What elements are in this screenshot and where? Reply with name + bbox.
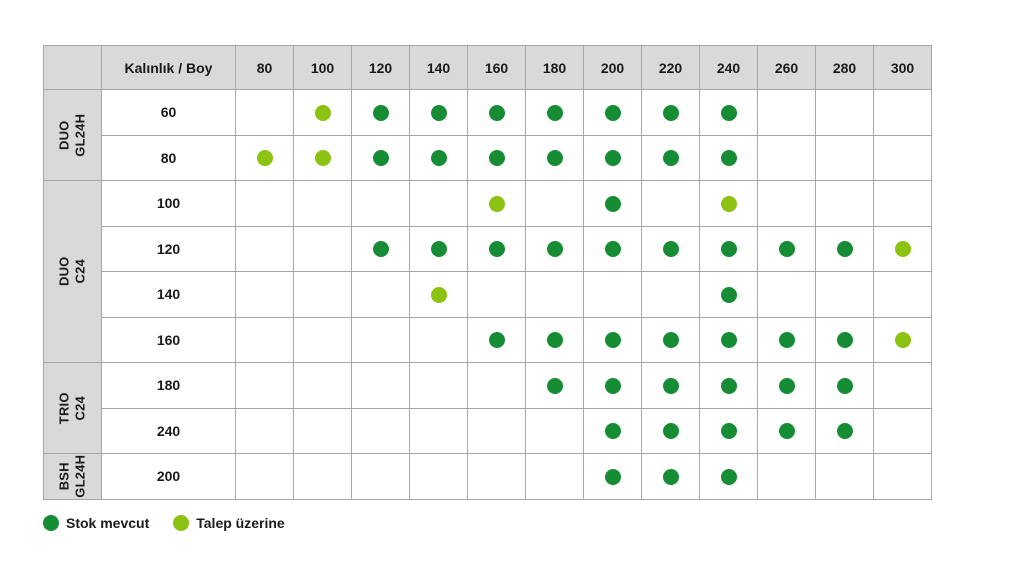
column-header-200: 200 bbox=[584, 46, 642, 90]
cell-80-180 bbox=[526, 135, 584, 181]
column-header-300: 300 bbox=[874, 46, 932, 90]
cell-140-160 bbox=[468, 272, 526, 318]
cell-100-280 bbox=[816, 181, 874, 227]
cell-140-240 bbox=[700, 272, 758, 318]
cell-240-180 bbox=[526, 408, 584, 454]
stock-dot-icon bbox=[547, 378, 563, 394]
cell-160-80 bbox=[236, 317, 294, 363]
cell-120-120 bbox=[352, 226, 410, 272]
cell-80-120 bbox=[352, 135, 410, 181]
cell-100-80 bbox=[236, 181, 294, 227]
stock-dot-icon bbox=[721, 287, 737, 303]
column-header-140: 140 bbox=[410, 46, 468, 90]
column-header-100: 100 bbox=[294, 46, 352, 90]
on-demand-dot-icon bbox=[315, 105, 331, 121]
table-row bbox=[44, 317, 932, 363]
stock-dot-icon bbox=[779, 378, 795, 394]
cell-180-280 bbox=[816, 363, 874, 409]
stock-dot-icon bbox=[605, 241, 621, 257]
stock-dot-icon bbox=[721, 332, 737, 348]
cell-200-120 bbox=[352, 454, 410, 500]
availability-table bbox=[43, 45, 932, 500]
group-label-line: DUO bbox=[56, 256, 72, 287]
cell-140-180 bbox=[526, 272, 584, 318]
group-label-duo-gl24h bbox=[44, 90, 102, 181]
stock-dot-icon bbox=[605, 423, 621, 439]
cell-100-180 bbox=[526, 181, 584, 227]
cell-80-280 bbox=[816, 135, 874, 181]
group-label-line: C24 bbox=[72, 395, 88, 421]
stock-dot-icon bbox=[721, 469, 737, 485]
stock-dot-icon bbox=[431, 150, 447, 166]
cell-160-140 bbox=[410, 317, 468, 363]
stock-dot-icon bbox=[663, 332, 679, 348]
stock-dot-icon bbox=[489, 332, 505, 348]
stock-dot-icon bbox=[605, 105, 621, 121]
cell-80-100 bbox=[294, 135, 352, 181]
cell-200-300 bbox=[874, 454, 932, 500]
cell-80-240 bbox=[700, 135, 758, 181]
stock-dot-icon bbox=[373, 150, 389, 166]
on-demand-dot-icon bbox=[173, 515, 189, 531]
stock-dot-icon bbox=[779, 423, 795, 439]
stock-dot-icon bbox=[605, 332, 621, 348]
cell-120-140 bbox=[410, 226, 468, 272]
cell-60-160 bbox=[468, 90, 526, 136]
stock-dot-icon bbox=[489, 150, 505, 166]
stock-dot-icon bbox=[663, 469, 679, 485]
stock-dot-icon bbox=[547, 241, 563, 257]
cell-160-280 bbox=[816, 317, 874, 363]
row-label-240: 240 bbox=[102, 408, 236, 454]
stock-dot-icon bbox=[663, 378, 679, 394]
cell-200-280 bbox=[816, 454, 874, 500]
table-row bbox=[44, 272, 932, 318]
cell-180-100 bbox=[294, 363, 352, 409]
cell-160-180 bbox=[526, 317, 584, 363]
cell-240-280 bbox=[816, 408, 874, 454]
stock-dot-icon bbox=[721, 378, 737, 394]
cell-80-200 bbox=[584, 135, 642, 181]
on-demand-dot-icon bbox=[489, 196, 505, 212]
table-row bbox=[44, 90, 932, 136]
cell-120-80 bbox=[236, 226, 294, 272]
cell-140-220 bbox=[642, 272, 700, 318]
stock-dot-icon bbox=[373, 241, 389, 257]
cell-80-160 bbox=[468, 135, 526, 181]
cell-240-300 bbox=[874, 408, 932, 454]
row-label-180: 180 bbox=[102, 363, 236, 409]
row-label-80: 80 bbox=[102, 135, 236, 181]
cell-200-180 bbox=[526, 454, 584, 500]
stock-dot-icon bbox=[605, 196, 621, 212]
on-demand-dot-icon bbox=[895, 332, 911, 348]
cell-80-80 bbox=[236, 135, 294, 181]
cell-100-220 bbox=[642, 181, 700, 227]
table-row bbox=[44, 181, 932, 227]
stock-dot-icon bbox=[663, 150, 679, 166]
legend-label: Talep üzerine bbox=[196, 515, 285, 531]
cell-180-260 bbox=[758, 363, 816, 409]
stock-dot-icon bbox=[547, 332, 563, 348]
cell-120-100 bbox=[294, 226, 352, 272]
table-row bbox=[44, 135, 932, 181]
cell-120-220 bbox=[642, 226, 700, 272]
cell-100-120 bbox=[352, 181, 410, 227]
cell-180-240 bbox=[700, 363, 758, 409]
stock-dot-icon bbox=[373, 105, 389, 121]
cell-80-260 bbox=[758, 135, 816, 181]
row-label-100: 100 bbox=[102, 181, 236, 227]
stock-dot-icon bbox=[43, 515, 59, 531]
cell-60-240 bbox=[700, 90, 758, 136]
table-row bbox=[44, 226, 932, 272]
stock-dot-icon bbox=[837, 241, 853, 257]
cell-180-180 bbox=[526, 363, 584, 409]
column-header-260: 260 bbox=[758, 46, 816, 90]
cell-200-80 bbox=[236, 454, 294, 500]
on-demand-dot-icon bbox=[315, 150, 331, 166]
cell-100-260 bbox=[758, 181, 816, 227]
legend-item-demand bbox=[173, 515, 284, 531]
cell-100-100 bbox=[294, 181, 352, 227]
cell-140-200 bbox=[584, 272, 642, 318]
cell-180-300 bbox=[874, 363, 932, 409]
stock-dot-icon bbox=[431, 105, 447, 121]
group-label-line: TRIO bbox=[56, 392, 72, 424]
cell-160-120 bbox=[352, 317, 410, 363]
table-row bbox=[44, 408, 932, 454]
table-row bbox=[44, 363, 932, 409]
stock-dot-icon bbox=[837, 423, 853, 439]
cell-160-240 bbox=[700, 317, 758, 363]
column-header-80: 80 bbox=[236, 46, 294, 90]
column-header-120: 120 bbox=[352, 46, 410, 90]
cell-80-140 bbox=[410, 135, 468, 181]
group-label-line: GL24H bbox=[72, 113, 88, 157]
cell-240-100 bbox=[294, 408, 352, 454]
row-label-200: 200 bbox=[102, 454, 236, 500]
cell-200-220 bbox=[642, 454, 700, 500]
cell-240-160 bbox=[468, 408, 526, 454]
cell-100-240 bbox=[700, 181, 758, 227]
on-demand-dot-icon bbox=[257, 150, 273, 166]
column-header-160: 160 bbox=[468, 46, 526, 90]
cell-100-200 bbox=[584, 181, 642, 227]
row-label-160: 160 bbox=[102, 317, 236, 363]
cell-240-120 bbox=[352, 408, 410, 454]
cell-180-220 bbox=[642, 363, 700, 409]
stock-dot-icon bbox=[663, 241, 679, 257]
cell-60-300 bbox=[874, 90, 932, 136]
cell-160-300 bbox=[874, 317, 932, 363]
stock-dot-icon bbox=[779, 332, 795, 348]
stock-dot-icon bbox=[663, 423, 679, 439]
cell-140-100 bbox=[294, 272, 352, 318]
cell-100-160 bbox=[468, 181, 526, 227]
cell-160-260 bbox=[758, 317, 816, 363]
stock-dot-icon bbox=[721, 105, 737, 121]
stock-dot-icon bbox=[721, 423, 737, 439]
stock-dot-icon bbox=[605, 150, 621, 166]
cell-120-180 bbox=[526, 226, 584, 272]
cell-120-160 bbox=[468, 226, 526, 272]
stock-dot-icon bbox=[605, 469, 621, 485]
on-demand-dot-icon bbox=[431, 287, 447, 303]
cell-160-100 bbox=[294, 317, 352, 363]
cell-100-140 bbox=[410, 181, 468, 227]
column-header-280: 280 bbox=[816, 46, 874, 90]
cell-240-140 bbox=[410, 408, 468, 454]
cell-60-80 bbox=[236, 90, 294, 136]
cell-160-200 bbox=[584, 317, 642, 363]
cell-60-260 bbox=[758, 90, 816, 136]
cell-80-220 bbox=[642, 135, 700, 181]
cell-120-260 bbox=[758, 226, 816, 272]
cell-180-200 bbox=[584, 363, 642, 409]
on-demand-dot-icon bbox=[721, 196, 737, 212]
cell-180-120 bbox=[352, 363, 410, 409]
cell-60-120 bbox=[352, 90, 410, 136]
header-corner-cell bbox=[44, 46, 102, 90]
cell-180-80 bbox=[236, 363, 294, 409]
cell-120-280 bbox=[816, 226, 874, 272]
row-label-140: 140 bbox=[102, 272, 236, 318]
cell-140-140 bbox=[410, 272, 468, 318]
header-axis-label: Kalınlık / Boy bbox=[102, 46, 236, 90]
legend-label: Stok mevcut bbox=[66, 515, 150, 531]
group-label-line: BSH bbox=[56, 462, 72, 491]
column-header-220: 220 bbox=[642, 46, 700, 90]
cell-180-140 bbox=[410, 363, 468, 409]
group-label-bsh-gl24h bbox=[44, 454, 102, 500]
cell-200-100 bbox=[294, 454, 352, 500]
cell-60-280 bbox=[816, 90, 874, 136]
row-label-60: 60 bbox=[102, 90, 236, 136]
column-header-180: 180 bbox=[526, 46, 584, 90]
legend-item-stock bbox=[43, 515, 149, 531]
cell-200-160 bbox=[468, 454, 526, 500]
stock-dot-icon bbox=[721, 241, 737, 257]
stock-dot-icon bbox=[721, 150, 737, 166]
stock-dot-icon bbox=[837, 378, 853, 394]
cell-200-260 bbox=[758, 454, 816, 500]
stock-dot-icon bbox=[547, 150, 563, 166]
cell-240-200 bbox=[584, 408, 642, 454]
cell-140-300 bbox=[874, 272, 932, 318]
cell-60-100 bbox=[294, 90, 352, 136]
cell-140-120 bbox=[352, 272, 410, 318]
cell-160-220 bbox=[642, 317, 700, 363]
availability-table-container bbox=[43, 45, 932, 500]
cell-200-140 bbox=[410, 454, 468, 500]
cell-140-80 bbox=[236, 272, 294, 318]
stock-dot-icon bbox=[547, 105, 563, 121]
stock-dot-icon bbox=[489, 105, 505, 121]
cell-60-180 bbox=[526, 90, 584, 136]
cell-180-160 bbox=[468, 363, 526, 409]
group-label-line: C24 bbox=[72, 259, 88, 284]
cell-80-300 bbox=[874, 135, 932, 181]
cell-160-160 bbox=[468, 317, 526, 363]
group-label-line: DUO bbox=[56, 120, 72, 150]
cell-60-140 bbox=[410, 90, 468, 136]
group-label-line: GL24H bbox=[72, 454, 88, 498]
on-demand-dot-icon bbox=[895, 241, 911, 257]
cell-200-200 bbox=[584, 454, 642, 500]
cell-120-240 bbox=[700, 226, 758, 272]
cell-240-80 bbox=[236, 408, 294, 454]
stock-dot-icon bbox=[489, 241, 505, 257]
group-label-duo-c24 bbox=[44, 181, 102, 363]
cell-240-240 bbox=[700, 408, 758, 454]
cell-120-200 bbox=[584, 226, 642, 272]
table-row bbox=[44, 454, 932, 500]
cell-120-300 bbox=[874, 226, 932, 272]
stock-dot-icon bbox=[605, 378, 621, 394]
cell-60-200 bbox=[584, 90, 642, 136]
cell-240-220 bbox=[642, 408, 700, 454]
stock-dot-icon bbox=[663, 105, 679, 121]
stock-dot-icon bbox=[837, 332, 853, 348]
table-header-row bbox=[44, 46, 932, 90]
cell-60-220 bbox=[642, 90, 700, 136]
legend bbox=[43, 515, 285, 531]
cell-100-300 bbox=[874, 181, 932, 227]
stock-dot-icon bbox=[779, 241, 795, 257]
stock-dot-icon bbox=[431, 241, 447, 257]
cell-140-260 bbox=[758, 272, 816, 318]
cell-240-260 bbox=[758, 408, 816, 454]
cell-200-240 bbox=[700, 454, 758, 500]
row-label-120: 120 bbox=[102, 226, 236, 272]
cell-140-280 bbox=[816, 272, 874, 318]
group-label-trio-c24 bbox=[44, 363, 102, 454]
column-header-240: 240 bbox=[700, 46, 758, 90]
